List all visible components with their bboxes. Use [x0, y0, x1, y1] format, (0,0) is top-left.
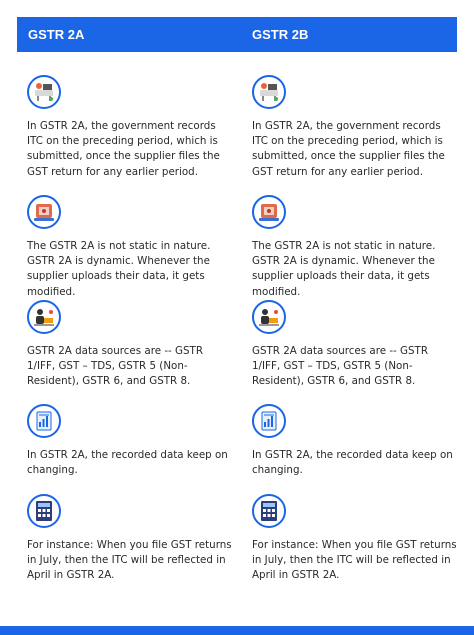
- tablet-document-icon: [27, 195, 61, 229]
- right-item-text: In GSTR 2A, the recorded data keep on changing.: [252, 449, 453, 477]
- right-item-3: [252, 300, 457, 390]
- left-item-text: GSTR 2A data sources are -- GSTR 1/IFF, GST – TDS, GSTR 5 (Non-Resident), GSTR 6, and GSTR 8.: [27, 345, 203, 388]
- right-item-1: [252, 75, 457, 180]
- desk-worker-icon: [252, 75, 286, 109]
- header-gstr-2b: GSTR 2B: [252, 27, 309, 42]
- left-item-text: In GSTR 2A, the recorded data keep on changing.: [27, 449, 228, 477]
- header-gstr-2a: GSTR 2A: [28, 27, 85, 42]
- right-item-text: GSTR 2A data sources are -- GSTR 1/IFF, GST – TDS, GSTR 5 (Non-Resident), GSTR 6, and GSTR 8.: [252, 345, 428, 388]
- comparison-header: [17, 17, 457, 52]
- chart-report-icon: [27, 404, 61, 438]
- right-item-text: For instance: When you file GST returns in July, then the ITC will be reflected in April in GSTR 2A.: [252, 539, 457, 582]
- person-laptop-icon: [252, 300, 286, 334]
- calculator-person-icon: [27, 494, 61, 528]
- chart-report-icon: [252, 404, 286, 438]
- calculator-person-icon: [252, 494, 286, 528]
- left-item-4: [27, 404, 232, 478]
- left-item-text: The GSTR 2A is not static in nature. GSTR 2A is dynamic. Whenever the supplier uploads their data, it gets modified.: [27, 240, 211, 298]
- left-item-text: For instance: When you file GST returns in July, then the ITC will be reflected in April in GSTR 2A.: [27, 539, 232, 582]
- right-item-4: [252, 404, 457, 478]
- right-item-2: [252, 195, 457, 300]
- right-item-5: [252, 494, 457, 584]
- left-item-1: [27, 75, 232, 180]
- desk-worker-icon: [27, 75, 61, 109]
- left-item-3: [27, 300, 232, 390]
- footer-bar: [0, 626, 474, 635]
- left-item-5: [27, 494, 232, 584]
- tablet-document-icon: [252, 195, 286, 229]
- left-item-2: [27, 195, 232, 300]
- left-item-text: In GSTR 2A, the government records ITC on the preceding period, which is submitted, once the supplier files the GST return for any earlier period.: [27, 120, 220, 178]
- person-laptop-icon: [27, 300, 61, 334]
- right-item-text: The GSTR 2A is not static in nature. GSTR 2A is dynamic. Whenever the supplier uploads their data, it gets modified.: [252, 240, 436, 298]
- right-item-text: In GSTR 2A, the government records ITC on the preceding period, which is submitted, once the supplier files the GST return for any earlier period.: [252, 120, 445, 178]
